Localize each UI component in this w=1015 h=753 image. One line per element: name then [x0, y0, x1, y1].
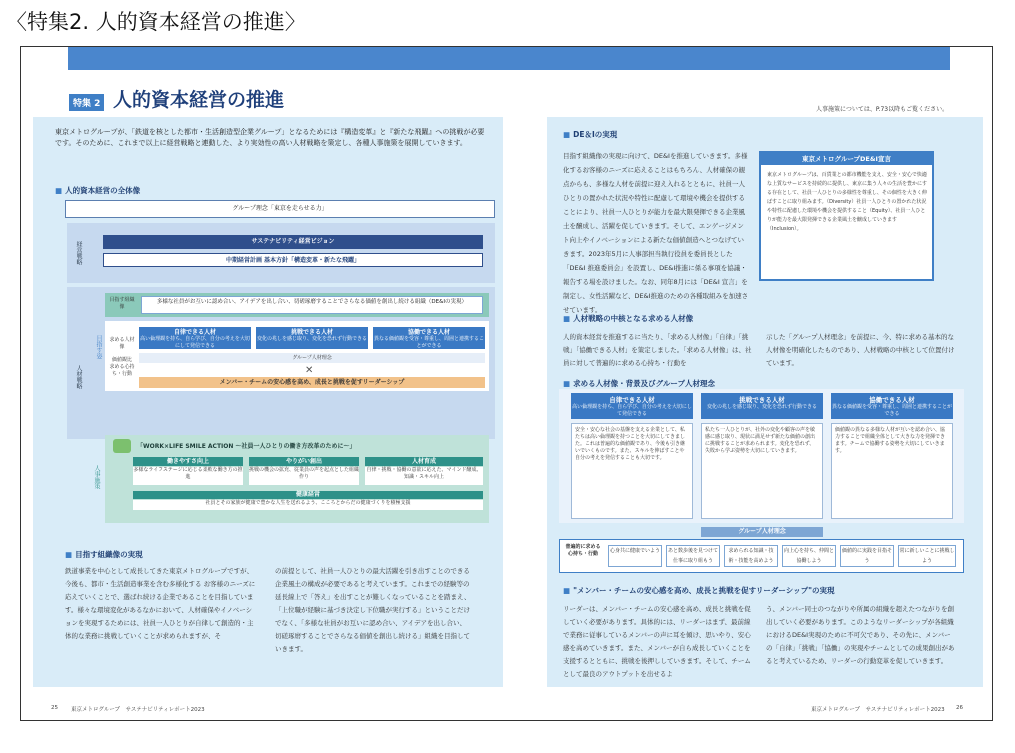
- group-table: [559, 539, 964, 573]
- dei-declaration-box: [759, 151, 934, 281]
- dei-heading: ■ DE＆Iの実現: [563, 129, 617, 140]
- group-table-cell: 求められる知識・技術・技能を高めよう: [724, 545, 778, 567]
- talent-title: 協働できる人材: [407, 329, 450, 336]
- health-title: 健康経営: [133, 491, 483, 499]
- policy-desc-1: 多様なライフステージに応じる柔軟な働き方の推進: [133, 467, 243, 485]
- leadership-heading: ■ "メンバー・チームの安心感を高め、成長と挑戦を促すリーダーシップ"の実現: [563, 585, 834, 596]
- footer-page-left: 25: [51, 705, 58, 711]
- talent-col-header-3: [831, 393, 953, 419]
- core-col2: 示した「グループ人材理念」を前提に、今、特に求める基本的な人材像を明確化したものであり、人材戦略の中核として位置付けています。: [766, 333, 955, 367]
- talent-box-challenge: [256, 327, 368, 349]
- person-label: 求める人材像: [109, 337, 135, 350]
- dei-text: 目指す組織像の実現に向けて、DE&Iを推進していきます。多様化するお客様のニーズに応えることはもちろん、人材確保の観点からも、多様な人材を前提に迎え入れるとともに、社員一人ひとりの置かれた状況や特性に配慮して環境や機会を提供することにより、社員一人ひとりが能力を最大限発揮できる企業風土を醸成し、活躍を促していきます。そして、エンゲージメント向上やイノベーションによる新たな価値創造へとつなげていきます。2023年5月に人事部担当執行役員を委員長とした「DE&I 推進委員会」を設置し、DE&I推進に係る事項を協議・報告する場を設けました。なお、同年8月には「DE&I 宣言」を制定し、女性活躍など、DE&I推進のための各種取組みを加速させています。: [563, 152, 749, 314]
- page-caption: 〈特集2. 人的資本経営の推進〉: [6, 10, 306, 34]
- core-heading: ■ 人材戦略の中核となる求める人材像: [563, 313, 693, 324]
- group-table-cell: 心身共に健康でいよう: [608, 545, 662, 567]
- talent-title: 挑戦できる人材: [290, 329, 333, 336]
- diagram-heading: ■ 人的資本経営の全体像: [55, 185, 140, 196]
- talent-col-title: 自律できる人材: [609, 396, 655, 404]
- group-philosophy-box: グループ理念「東京を走らせる力」: [65, 200, 495, 218]
- health-desc: 社員とその家族が健康で豊かな人生を送れるよう、こころとからだの健康づくりを積極支援: [133, 500, 483, 510]
- group-table-row-label: 普遍的に求める心持ち・行動: [565, 544, 601, 557]
- dei-declaration-text: 東京メトログループは、百貨業との都市機能を支え、安全・安心で快適な上質なサービスを持続的に提供し、東京に集う人々の生活を豊かにする存在として、社員一人ひとりの多様性を尊重し、その個性を大きく伸ばすことに取り組みます。（Diversity）社員一人ひとりの置かれた状況や特性に配慮した環境や機会を提供すること（Equity）、社員一人ひとりが能力を最大限発揮できる企業風土を醸成していきます（Inclusion）。: [767, 172, 928, 232]
- talent-col-text-2: 私たち一人ひとりが、社外の変化や顧客の声を敏感に感じ取り、現状に満足せず新たな価値の創出に挑戦することが求められます。変化を恐れず、失敗から学ぶ姿勢を大切にしていきます。: [701, 423, 823, 519]
- talent-col-text-3: 価値観の異なる多様な人材が互いを認め合い、協力することで組織全体として大きな力を発揮できます。チームで協働する姿勢を大切にしていきます。: [831, 423, 953, 519]
- talent-col-sub: 高い倫理観を持ち、自ら学び、自分の考えを大切にして発信できる: [572, 404, 692, 417]
- org-section-col1: 鉄道事業を中心として成長してきた東京メトログループですが、今後も、都市・生活創造事業を含む多様化する お客様のニーズに応えていくことで、選ばれ続ける企業であることを目指しています。様々な環境変化があるなかにおいて、人材確保やイノベーションを実現するためには、社員一人ひとりが自律して創造的・主体的な業務に挑戦していくことが求められますが、そ: [65, 567, 256, 640]
- talent-col-header-2: [701, 393, 823, 419]
- person-sublabel: 価値観比 求める心持ち・行動: [109, 357, 135, 377]
- footer-text-right: 東京メトログループ サステナビリティレポート2023: [811, 707, 945, 713]
- goal-label: 目指す組織像: [109, 297, 135, 310]
- goal-text: 多様な社員がお互いに認め合い、アイデアを出し合い、切磋琢磨することでさらなる価値を創出し続ける組織（DE&Iの実現）: [141, 296, 483, 314]
- policy-desc-2: 挑戦の機会の拡充、従業員の声を起点とした組織作り: [249, 467, 359, 485]
- footer-page-right: 26: [956, 705, 963, 711]
- policy-title-3: 人材育成: [365, 457, 483, 466]
- policy-desc-3: 自律・挑戦・協働の意欲に応えた、マインド醸成、知識・スキル向上: [365, 467, 483, 485]
- leadership-col2: う、メンバー同士のつながりや所属の組織を超えたつながりを創出していく必要があります。このようなリーダーシップが各組織におけるDE&I実現のために不可欠であり、その先に、メンバーの「自律」「挑戦」「協働」の実現やチームとしての成果創出があると考えているため、リーダーの行動変革を促していきます。: [766, 605, 955, 665]
- dei-declaration-title: 東京メトログループDE&I宣言: [761, 153, 932, 165]
- group-table-cell: 常に新しいことに挑戦しよう: [898, 545, 956, 567]
- talent-section-heading: ■ 求める人材像・背景及びグループ人材理念: [563, 378, 715, 389]
- feature-title: 人的資本経営の推進: [113, 89, 285, 111]
- reference-note: 人事施策については、P.73以降もご覧ください。: [816, 106, 949, 113]
- talent-desc: 異なる価値観を受容・尊重し、周囲と連携することができる: [373, 336, 484, 349]
- talent-desc: 変化の兆しを感じ取り、変化を恐れず行動できる: [256, 336, 367, 342]
- lead-paragraph: 東京メトログループが、「鉄道を核とした都市・生活創造型企業グループ」となるためには『構造変革』と『新たな飛躍』への挑戦が必要です。そのために、これまで以上に経営戦略と連動した、より実効性の高い人材戦略を策定し、各種人事施策を展開していきます。: [55, 128, 485, 147]
- talent-col-sub: 変化の兆しを感じ取り、変化を恐れず行動できる: [706, 404, 817, 410]
- talent-title: 自律できる人材: [173, 329, 216, 336]
- cross-icon: ✕: [305, 365, 314, 376]
- talent-col-sub: 異なる価値観を受容・尊重し、周囲と連携することができる: [831, 404, 952, 417]
- wlsa-title: 「WORK×LIFE SMILE ACTION 〜社員一人ひとりの働き方改革のために〜」: [137, 443, 356, 450]
- core-col1: 人的資本経営を推進するに当たり、「求める人材像」「自律」「挑戦」「協働できる人材」を策定しました。「求める人材像」は、社員に対して普遍的に求める心持ち・行動を: [563, 333, 752, 367]
- wlsa-logo: [113, 439, 131, 453]
- label-management: 経営戦略: [75, 241, 82, 265]
- leadership-col1: リーダーは、メンバー・チームの安心感を高め、成長と挑戦を促していく必要があります。具体的には、リーダーはまず、最前線で業務に従事しているメンバーの声に耳を傾け、思いやり、安心感を高めていきます。また、メンバーが自ら成長していくことを支援するとともに、挑戦を後押ししていきます。そして、チームとして最良のアウトプットを出せるよ: [563, 605, 751, 678]
- header-bar: [68, 47, 950, 70]
- org-section-heading: ■ 目指す組織像の実現: [65, 549, 143, 560]
- group-ideal-bar: グループ人材理念: [139, 353, 485, 363]
- report-spread: [20, 46, 993, 721]
- policy-title-1: 働きやすさ向上: [133, 457, 243, 466]
- talent-desc: 高い倫理観を持ち、自ら学び、自分の考えを大切にして発信できる: [140, 336, 250, 349]
- talent-col-text-1: 安全・安心な社会の基盤を支える企業として、私たちは高い倫理観を持つことを大切にしてきました。これは普遍的な価値観であり、今後も引き継いでいくものです。また、スキルを伸ばすことや自分の考えを発信することも大切です。: [571, 423, 693, 519]
- mid-term-plan: 中期経営計画 基本方針「構造変革・新たな飛躍」: [103, 253, 483, 267]
- group-table-cell: 向上心を持ち、仲間と協働しよう: [782, 545, 836, 567]
- footer-text-left: 東京メトログループ サステナビリティレポート2023: [71, 707, 205, 713]
- label-hr-policy: 人事施策: [93, 465, 100, 489]
- leadership-bar: メンバー・チームの安心感を高め、成長と挑戦を促すリーダーシップ: [139, 377, 485, 388]
- sustainability-vision: サステナビリティ経営ビジョン: [103, 235, 483, 249]
- talent-col-title: 協働できる人材: [869, 396, 915, 404]
- talent-col-title: 挑戦できる人材: [739, 396, 785, 404]
- group-table-title: グループ人材理念: [701, 527, 823, 537]
- group-table-cell: あと数歩後を見つけて仕事に取り組もう: [666, 545, 720, 567]
- label-hr-strategy: 人材戦略: [75, 365, 82, 389]
- talent-col-header-1: [571, 393, 693, 419]
- feature-badge: 特集 2: [69, 94, 104, 111]
- org-section-col2: の前提として、社員一人ひとりの最大活躍を引き出すことのできる企業風土の構成が必要であると考えています。これまでの経験等の延長線上で「答え」を出すことが難しくなっていることを踏まえ、「上位職が経験に基づき決定し下位職が実行する」ということだけでなく、「多様な社員がお互いに認め合い、アイデアを出し合い、切磋琢磨することでさらなる価値を創出し続ける」組織を目指していきます。: [275, 567, 471, 653]
- group-table-cell: 価値的に実践を目指そう: [840, 545, 894, 567]
- label-target: 目指す姿: [95, 335, 102, 359]
- policy-title-2: やりがい創出: [249, 457, 359, 466]
- talent-box-collaboration: [373, 327, 485, 349]
- talent-box-autonomy: [139, 327, 251, 349]
